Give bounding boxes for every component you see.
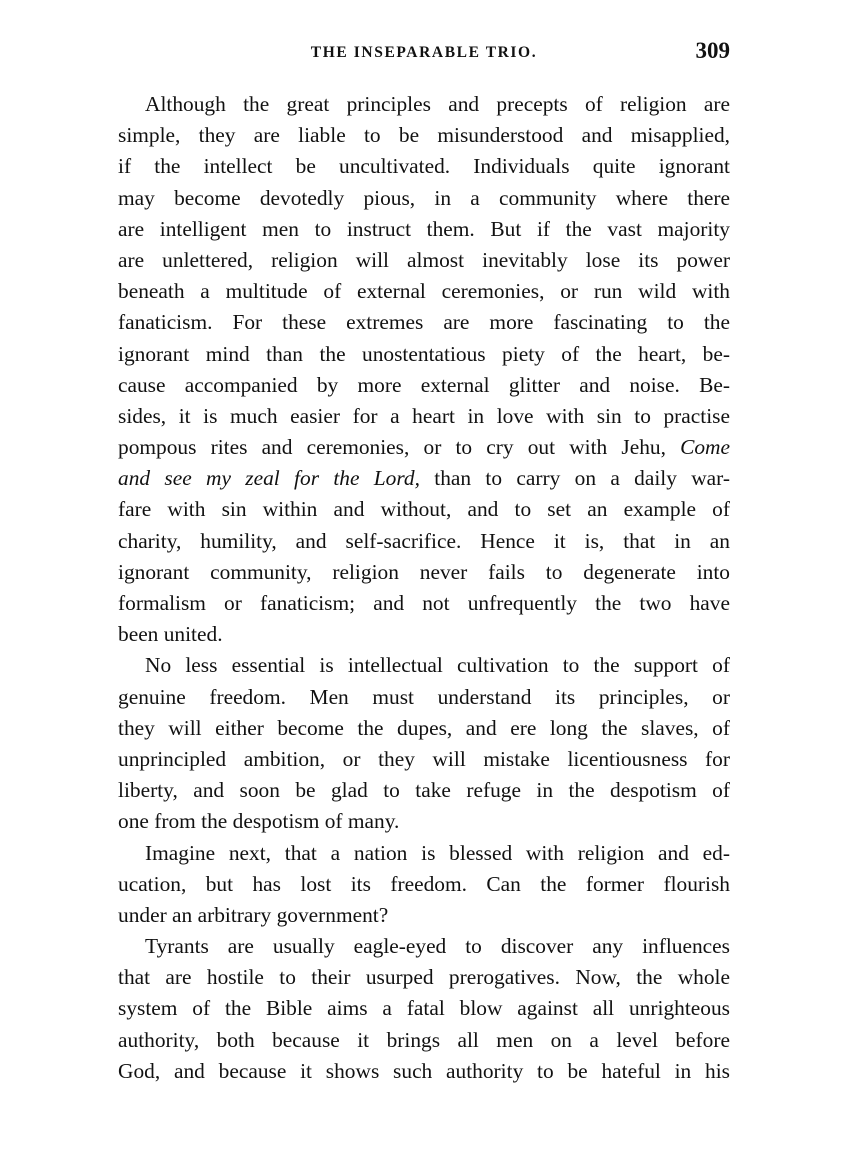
text-line: Tyrants are usually eagle-eyed to discover any influences (145, 934, 730, 959)
text-line: are intelligent men to instruct them. But if the vast majority (118, 216, 730, 241)
text-line: beneath a multitude of external ceremonies, or run wild with (118, 279, 730, 304)
text-line: authority, both because it brings all men on a level before (118, 1027, 730, 1052)
running-title: THE INSEPARABLE TRIO. (310, 44, 538, 61)
running-head (118, 38, 730, 68)
text-line: ignorant community, religion never fails to degenerate into (118, 559, 730, 584)
text-line: sides, it is much easier for a heart in love with sin to practise (118, 403, 730, 428)
text-line: ucation, but has lost its freedom. Can the former flourish (118, 871, 730, 896)
text-line: fanaticism. For these extremes are more fascinating to the (118, 310, 730, 335)
text-fragment: pompous rites and ceremonies, or to cry out with Jehu, (118, 435, 666, 460)
text-line: liberty, and soon be glad to take refuge in the despotism of (118, 778, 730, 803)
text-line: charity, humility, and self-sacrifice. Hence it is, that in an (118, 528, 730, 553)
body-text (118, 89, 730, 1087)
text-line: simple, they are liable to be misunderstood and misapplied, (118, 123, 730, 148)
text-line: under an arbitrary government? (118, 902, 389, 927)
text-fragment: than to carry on a daily war- (434, 466, 730, 491)
text-line: been united. (118, 622, 223, 647)
text-line: may become devotedly pious, in a community where there (118, 185, 730, 210)
text-line: system of the Bible aims a fatal blow against all unrighteous (118, 996, 730, 1021)
text-line: cause accompanied by more external glitter and noise. Be- (118, 372, 730, 397)
text-line: they will either become the dupes, and ere long the slaves, of (118, 715, 730, 740)
text-line: God, and because it shows such authority to be hateful in his (118, 1058, 730, 1083)
text-line: Although the great principles and precepts of religion are (145, 92, 730, 116)
text-line: formalism or fanaticism; and not unfrequently the two have (118, 591, 730, 615)
text-line: Imagine next, that a nation is blessed with religion and ed- (145, 840, 730, 865)
italic-phrase: Come (680, 435, 730, 460)
text-line: ignorant mind than the unostentatious piety of the heart, be- (118, 341, 730, 366)
italic-phrase: and see my zeal for the Lord, (118, 466, 420, 491)
text-line-with-italic (118, 432, 730, 463)
text-line: genuine freedom. Men must understand its principles, or (118, 684, 730, 709)
text-line: fare with sin within and without, and to set an example of (118, 497, 730, 522)
page-number: 309 (695, 38, 730, 63)
text-line: are unlettered, religion will almost inevitably lose its power (118, 247, 730, 272)
text-line-with-italic (118, 463, 730, 494)
text-line: if the intellect be uncultivated. Individuals quite ignorant (118, 154, 730, 179)
text-line: one from the despotism of many. (118, 809, 400, 834)
text-line: No less essential is intellectual cultivation to the support of (145, 653, 730, 678)
text-line: that are hostile to their usurped prerogatives. Now, the whole (118, 965, 730, 990)
text-line: unprincipled ambition, or they will mistake licentiousness for (118, 746, 730, 771)
